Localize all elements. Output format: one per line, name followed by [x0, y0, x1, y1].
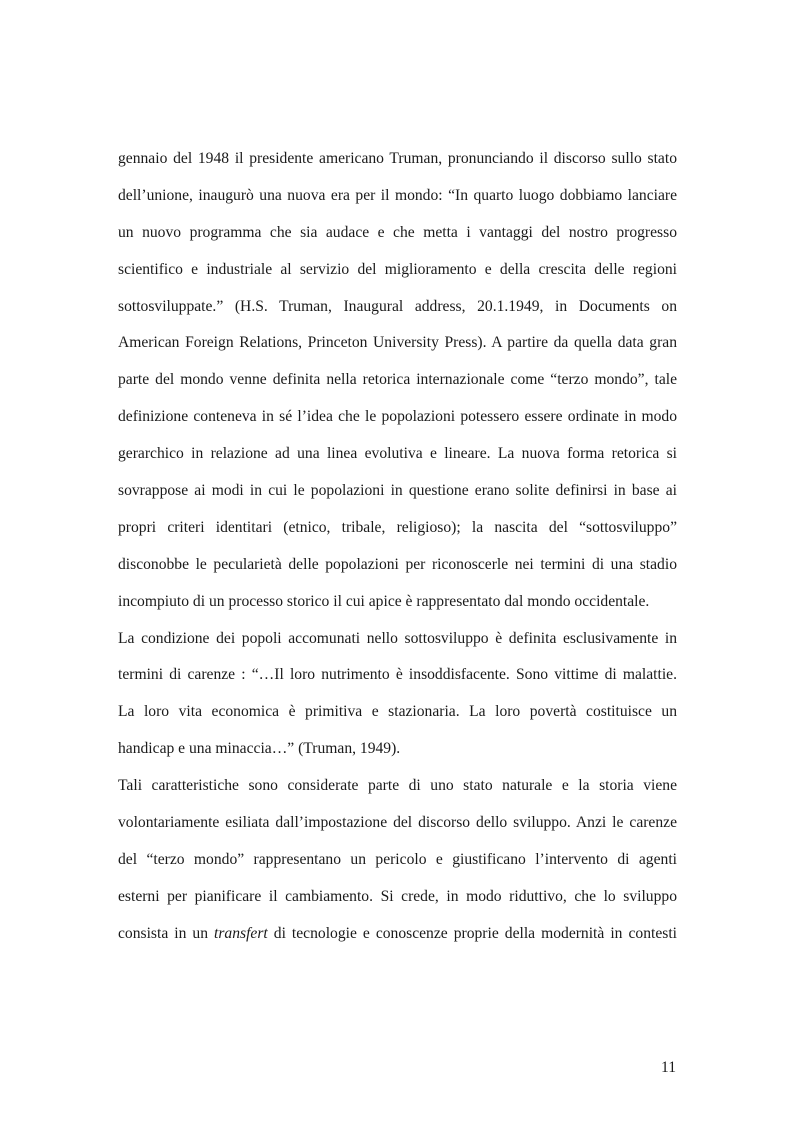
text-line: del “terzo mondo” rappresentano un pericolo e giustificano l’intervento di agenti [118, 850, 677, 868]
text-segment: consista in un [118, 924, 215, 942]
text-line: disconobbe le pecularietà delle popolazioni per riconoscerle nei termini di una stadio [118, 555, 677, 573]
body-text [118, 145, 677, 957]
text-line: sovrappose ai modi in cui le popolazioni in questione erano solite definirsi in base ai [118, 482, 677, 500]
text-line: La loro vita economica è primitiva e stazionaria. La loro povertà costituisce un [118, 703, 677, 721]
text-line: handicap e una minaccia…” (Truman, 1949). [118, 740, 401, 758]
text-line: sottosviluppate.” (H.S. Truman, Inaugural address, 20.1.1949, in Documents on [118, 297, 677, 315]
page-number: 11 [660, 1059, 676, 1076]
text-line: propri criteri identitari (etnico, tribale, religioso); la nascita del “sottosviluppo” [118, 518, 677, 536]
text-line: dell’unione, inaugurò una nuova era per il mondo: “In quarto luogo dobbiamo lanciare [118, 186, 677, 204]
text-line: gerarchico in relazione ad una linea evolutiva e lineare. La nuova forma retorica si [118, 445, 677, 463]
text-line: definizione conteneva in sé l’idea che le popolazioni potessero essere ordinate in modo [118, 408, 677, 426]
text-line: incompiuto di un processo storico il cui apice è rappresentato dal mondo occidentale. [118, 592, 650, 610]
text-line: Tali caratteristiche sono considerate parte di uno stato naturale e la storia viene [118, 777, 677, 795]
text-line: esterni per pianificare il cambiamento. Si crede, in modo riduttivo, che lo sviluppo [118, 887, 677, 905]
text-segment: di tecnologie e conoscenze proprie della modernità in contesti [267, 924, 677, 942]
text-line: volontariamente esiliata dall’impostazione del discorso dello sviluppo. Anzi le carenze [118, 814, 677, 832]
text-line: American Foreign Relations, Princeton University Press). A partire da quella data gran [118, 334, 677, 352]
text-line: gennaio del 1948 il presidente americano Truman, pronunciando il discorso sullo stato [118, 150, 677, 167]
italic-term: transfert [214, 924, 268, 942]
text-line: parte del mondo venne definita nella retorica internazionale come “terzo mondo”, tale [118, 371, 677, 389]
text-line: La condizione dei popoli accomunati nello sottosviluppo è definita esclusivamente in [118, 629, 677, 647]
text-line: termini di carenze : “…Il loro nutrimento è insoddisfacente. Sono vittime di malattie. [118, 666, 677, 684]
text-line: scientifico e industriale al servizio del miglioramento e della crescita delle regioni [118, 260, 677, 278]
text-line [118, 920, 677, 957]
text-line: un nuovo programma che sia audace e che metta i vantaggi del nostro progresso [118, 223, 677, 241]
